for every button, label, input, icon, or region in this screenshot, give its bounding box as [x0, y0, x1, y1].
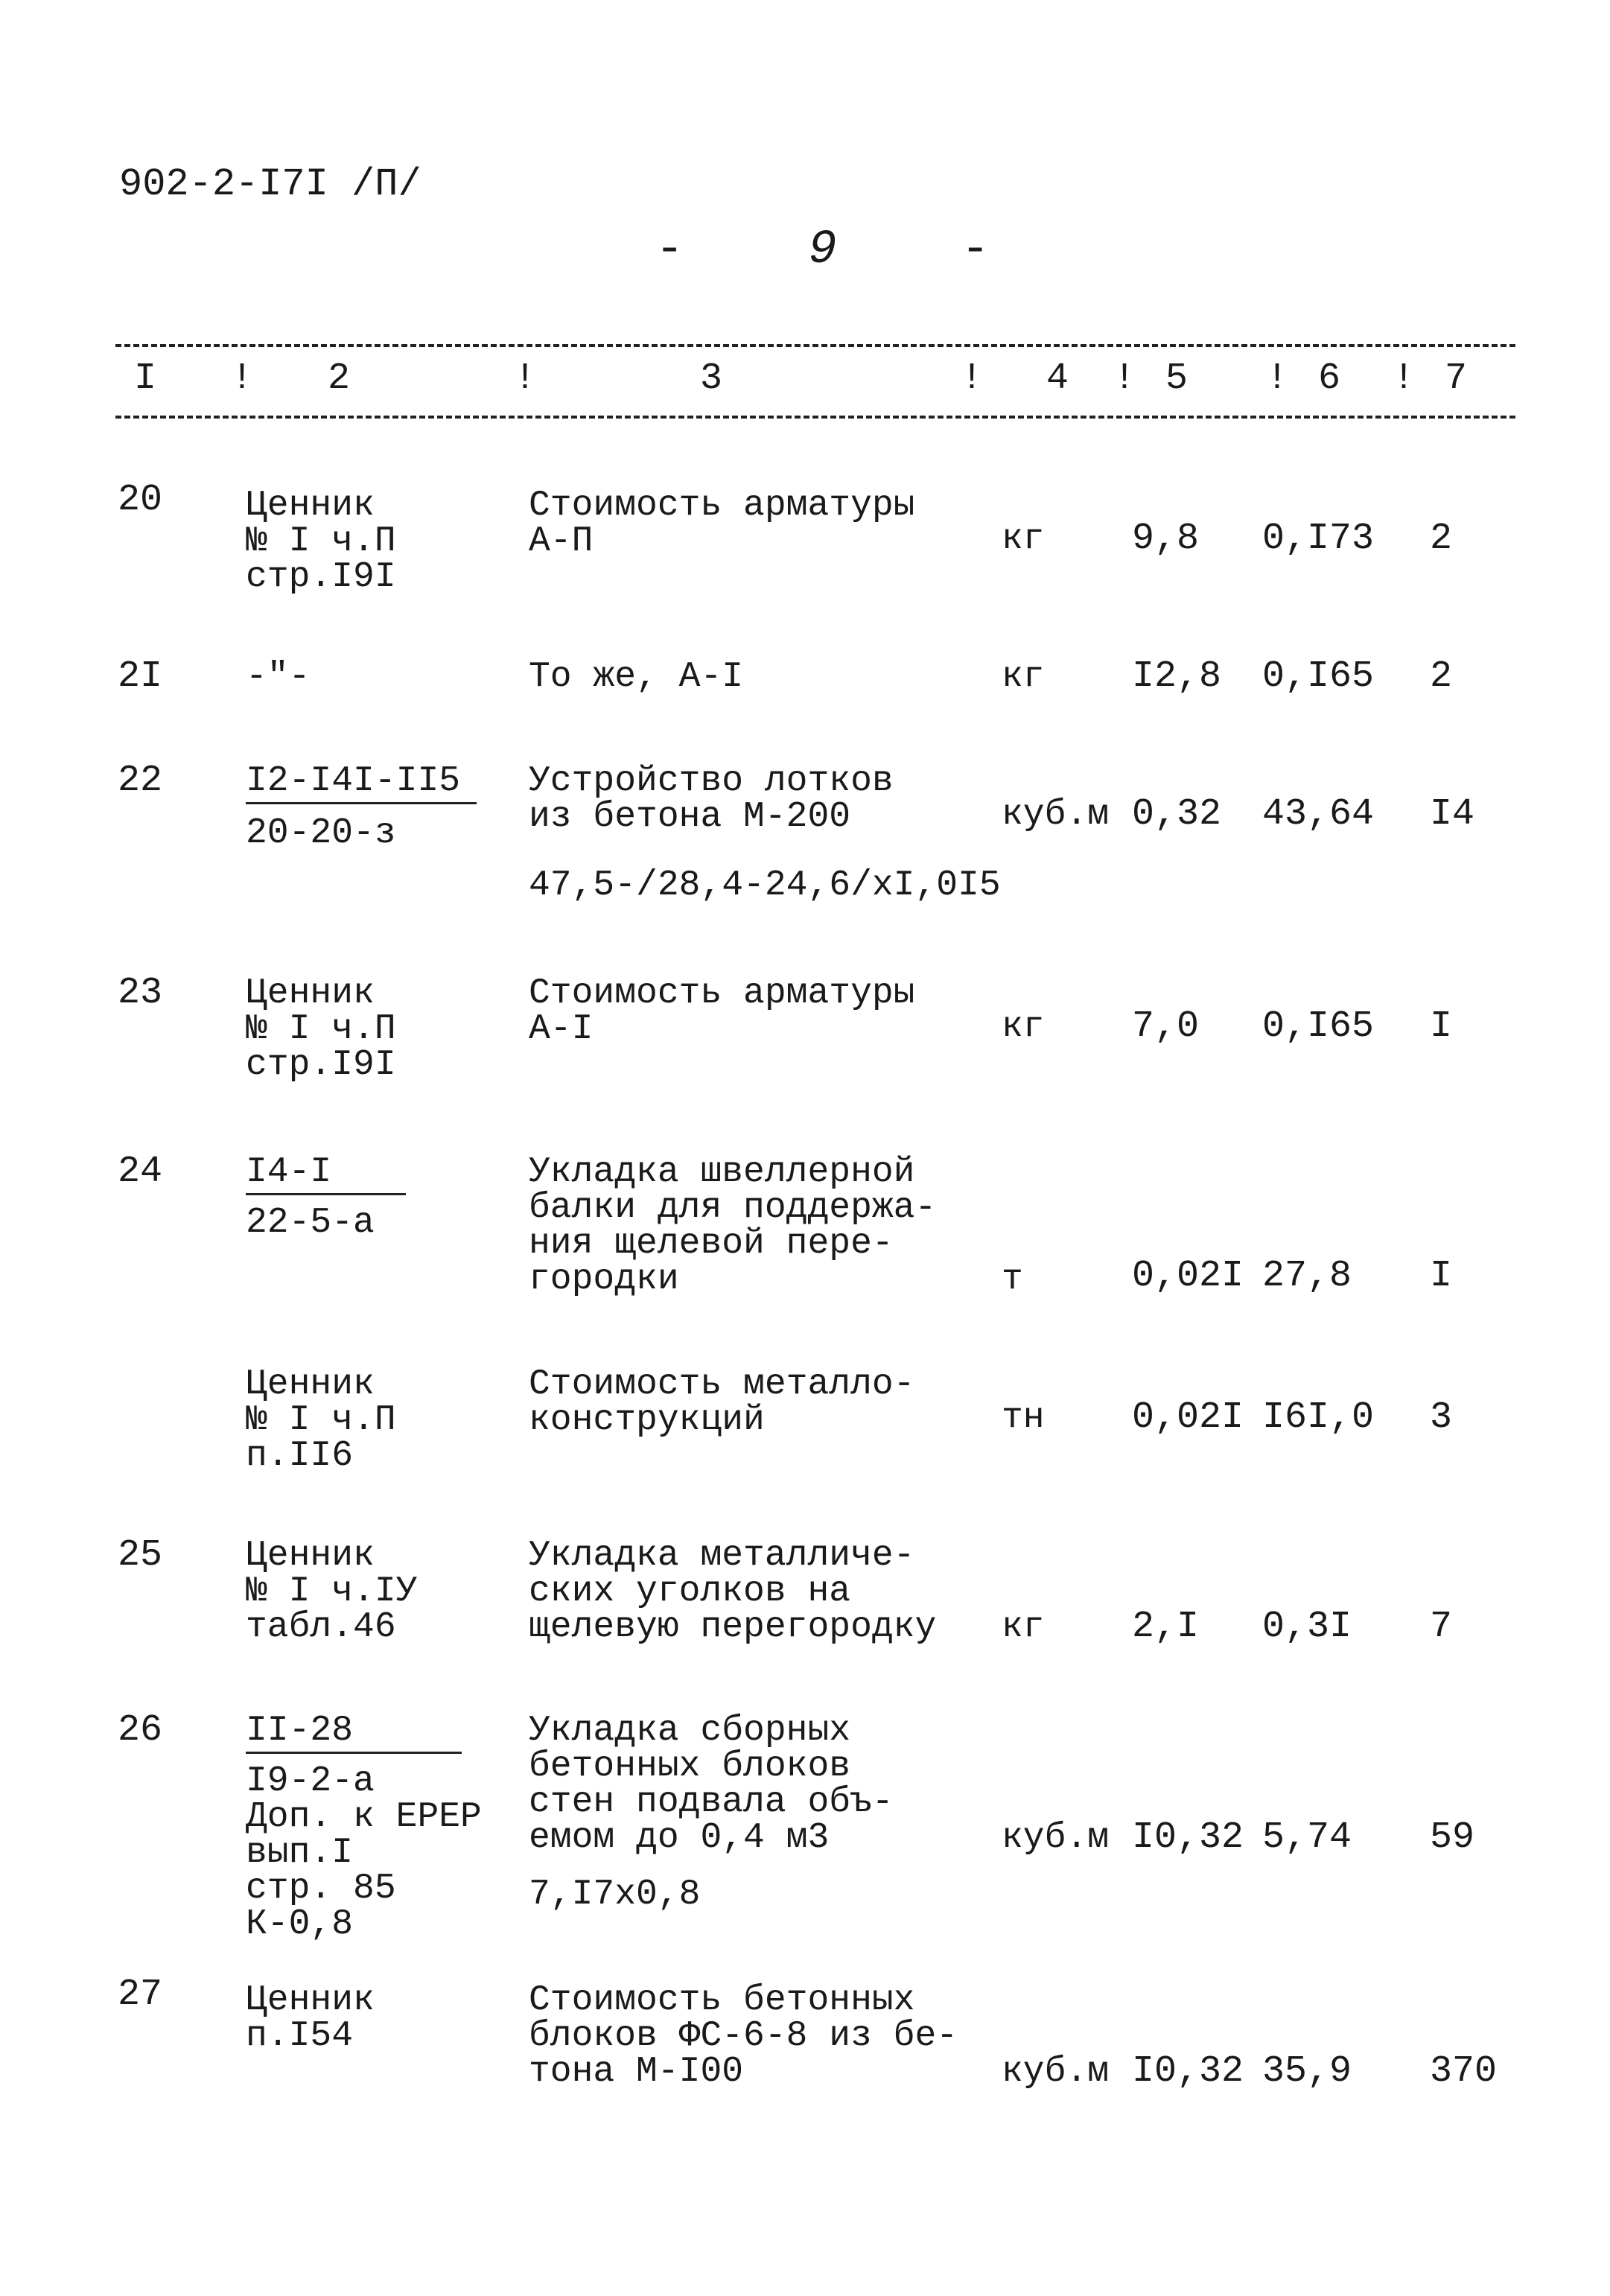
row-24b-unit: тн [1002, 1398, 1045, 1438]
col-header-3: 3 [700, 357, 723, 400]
row-23-basis-2: № I ч.П [246, 1009, 396, 1049]
row-27-basis-2: п.I54 [246, 2016, 354, 2056]
row-27-unit: куб.м [1002, 2052, 1110, 2092]
row-21-unit: кг [1002, 657, 1045, 697]
col-sep-4: ! [1113, 357, 1136, 400]
row-20-number: 20 [118, 479, 163, 521]
row-20-basis-3: стр.I9I [246, 557, 396, 597]
col-sep-6: ! [1393, 357, 1416, 400]
row-25-basis-1: Ценник [246, 1536, 375, 1576]
row-25-unit: кг [1002, 1607, 1045, 1647]
row-26-name-3: стен подвала объ- [529, 1782, 894, 1822]
row-26-basis-1 [246, 1713, 462, 1754]
row-22-total: I4 [1430, 793, 1475, 836]
row-23-basis-1: Ценник [246, 973, 375, 1014]
row-24b-basis-2: № I ч.П [246, 1400, 396, 1440]
row-24-price: 27,8 [1262, 1255, 1352, 1297]
row-23-number: 23 [118, 972, 163, 1014]
page-dash-left: - [655, 223, 684, 277]
header-bottom-rule [115, 416, 1515, 419]
row-24b-price: I6I,0 [1262, 1396, 1375, 1439]
col-header-2: 2 [328, 357, 351, 400]
row-27-name-1: Стоимость бетонных [529, 1980, 915, 2020]
page-dash-right: - [961, 223, 990, 277]
row-24-basis-2: 22-5-а [246, 1203, 375, 1243]
row-26-basis-5: стр. 85 [246, 1869, 396, 1909]
row-25-basis-2: № I ч.IУ [246, 1571, 418, 1612]
row-22-calc: 47,5-/28,4-24,6/хI,0I5 [529, 865, 1001, 906]
row-22-number: 22 [118, 760, 163, 802]
row-22-name-1: Устройство лотков [529, 761, 894, 801]
row-26-calc: 7,I7х0,8 [529, 1874, 701, 1915]
row-24-qty: 0,02I [1132, 1255, 1244, 1297]
row-23-unit: кг [1002, 1007, 1045, 1047]
row-23-basis-3: стр.I9I [246, 1045, 396, 1085]
col-header-5: 5 [1165, 357, 1189, 400]
row-24-basis-1 [246, 1154, 406, 1195]
row-27-number: 27 [118, 1974, 163, 2016]
row-20-basis-2: № I ч.П [246, 521, 396, 562]
row-24-name-3: ния щелевой пере- [529, 1224, 894, 1264]
row-21-qty: I2,8 [1132, 655, 1222, 698]
row-25-number: 25 [118, 1534, 163, 1577]
col-sep-3: ! [961, 357, 984, 400]
row-24b-basis-3: п.II6 [246, 1436, 354, 1476]
row-27-price: 35,9 [1262, 2050, 1352, 2093]
row-23-price: 0,I65 [1262, 1005, 1375, 1048]
row-22-basis-1-text: I2-I4I-II5 [246, 763, 477, 804]
row-22-name-2: из бетона М-200 [529, 797, 851, 837]
row-26-name-2: бетонных блоков [529, 1746, 851, 1787]
row-24-name-2: балки для поддержа- [529, 1188, 937, 1228]
row-25-basis-3: табл.46 [246, 1607, 396, 1647]
row-24-number: 24 [118, 1151, 163, 1193]
row-24b-total: 3 [1430, 1396, 1453, 1439]
row-26-basis-6: К-0,8 [246, 1904, 354, 1944]
row-25-name-3: щелевую перегородку [529, 1607, 937, 1647]
row-26-unit: куб.м [1002, 1818, 1110, 1858]
row-23-name-1: Стоимость арматуры [529, 973, 915, 1014]
row-26-basis-3: Доп. к ЕРЕР [246, 1797, 482, 1837]
row-24-name-4: городки [529, 1259, 679, 1300]
row-24b-qty: 0,02I [1132, 1396, 1244, 1439]
row-24b-name-2: конструкций [529, 1400, 765, 1440]
row-27-basis-1: Ценник [246, 1980, 375, 2020]
row-21-price: 0,I65 [1262, 655, 1375, 698]
row-20-total: 2 [1430, 518, 1453, 560]
row-24b-name-1: Стоимость металло- [529, 1364, 915, 1405]
row-21-name-1: То же, А-I [529, 657, 744, 697]
row-22-price: 43,64 [1262, 793, 1375, 836]
page-number: 9 [808, 223, 837, 277]
row-24-unit: т [1002, 1259, 1023, 1300]
row-20-unit: кг [1002, 519, 1045, 559]
col-header-1: I [134, 357, 157, 400]
row-26-name-4: емом до 0,4 м3 [529, 1818, 830, 1858]
row-26-basis-4: вып.I [246, 1833, 354, 1873]
col-header-6: 6 [1318, 357, 1341, 400]
row-25-price: 0,3I [1262, 1606, 1352, 1648]
row-22-unit: куб.м [1002, 795, 1110, 835]
row-26-total: 59 [1430, 1816, 1475, 1859]
row-26-basis-2: I9-2-а [246, 1761, 375, 1801]
col-header-4: 4 [1046, 357, 1069, 400]
row-21-basis-1: -"- [246, 657, 311, 697]
document-code: 902-2-I7I /П/ [119, 162, 421, 206]
row-23-name-2: А-I [529, 1009, 594, 1049]
row-22-basis-2: 20-20-з [246, 813, 396, 853]
page-number-block [655, 223, 990, 277]
row-27-name-2: блоков ФС-6-8 из бе- [529, 2016, 958, 2056]
row-25-name-1: Укладка металличе- [529, 1536, 915, 1576]
row-24b-basis-1: Ценник [246, 1364, 375, 1405]
row-27-qty: I0,32 [1132, 2050, 1244, 2093]
row-20-qty: 9,8 [1132, 518, 1200, 560]
row-23-qty: 7,0 [1132, 1005, 1200, 1048]
row-20-name-1: Стоимость арматуры [529, 486, 915, 526]
row-21-total: 2 [1430, 655, 1453, 698]
row-23-total: I [1430, 1005, 1453, 1048]
col-header-7: 7 [1445, 357, 1468, 400]
row-27-total: 370 [1430, 2050, 1498, 2093]
row-26-number: 26 [118, 1709, 163, 1752]
row-22-qty: 0,32 [1132, 793, 1222, 836]
row-26-price: 5,74 [1262, 1816, 1352, 1859]
row-26-qty: I0,32 [1132, 1816, 1244, 1859]
row-25-total: 7 [1430, 1606, 1453, 1648]
row-20-basis-1: Ценник [246, 486, 375, 526]
header-top-rule [115, 344, 1515, 347]
row-20-name-2: А-П [529, 521, 594, 562]
row-26-name-1: Укладка сборных [529, 1711, 851, 1751]
row-24-basis-1-text: I4-I [246, 1154, 406, 1195]
row-20-price: 0,I73 [1262, 518, 1375, 560]
row-24-name-1: Укладка швеллерной [529, 1152, 915, 1192]
row-27-name-3: тона М-I00 [529, 2052, 744, 2092]
row-24-total: I [1430, 1255, 1453, 1297]
row-22-basis-1 [246, 763, 477, 804]
row-25-name-2: ских уголков на [529, 1571, 851, 1612]
row-26-basis-1-text: II-28 [246, 1713, 462, 1754]
col-sep-1: ! [231, 357, 254, 400]
row-21-number: 2I [118, 655, 163, 698]
col-sep-2: ! [514, 357, 537, 400]
col-sep-5: ! [1266, 357, 1289, 400]
row-25-qty: 2,I [1132, 1606, 1200, 1648]
